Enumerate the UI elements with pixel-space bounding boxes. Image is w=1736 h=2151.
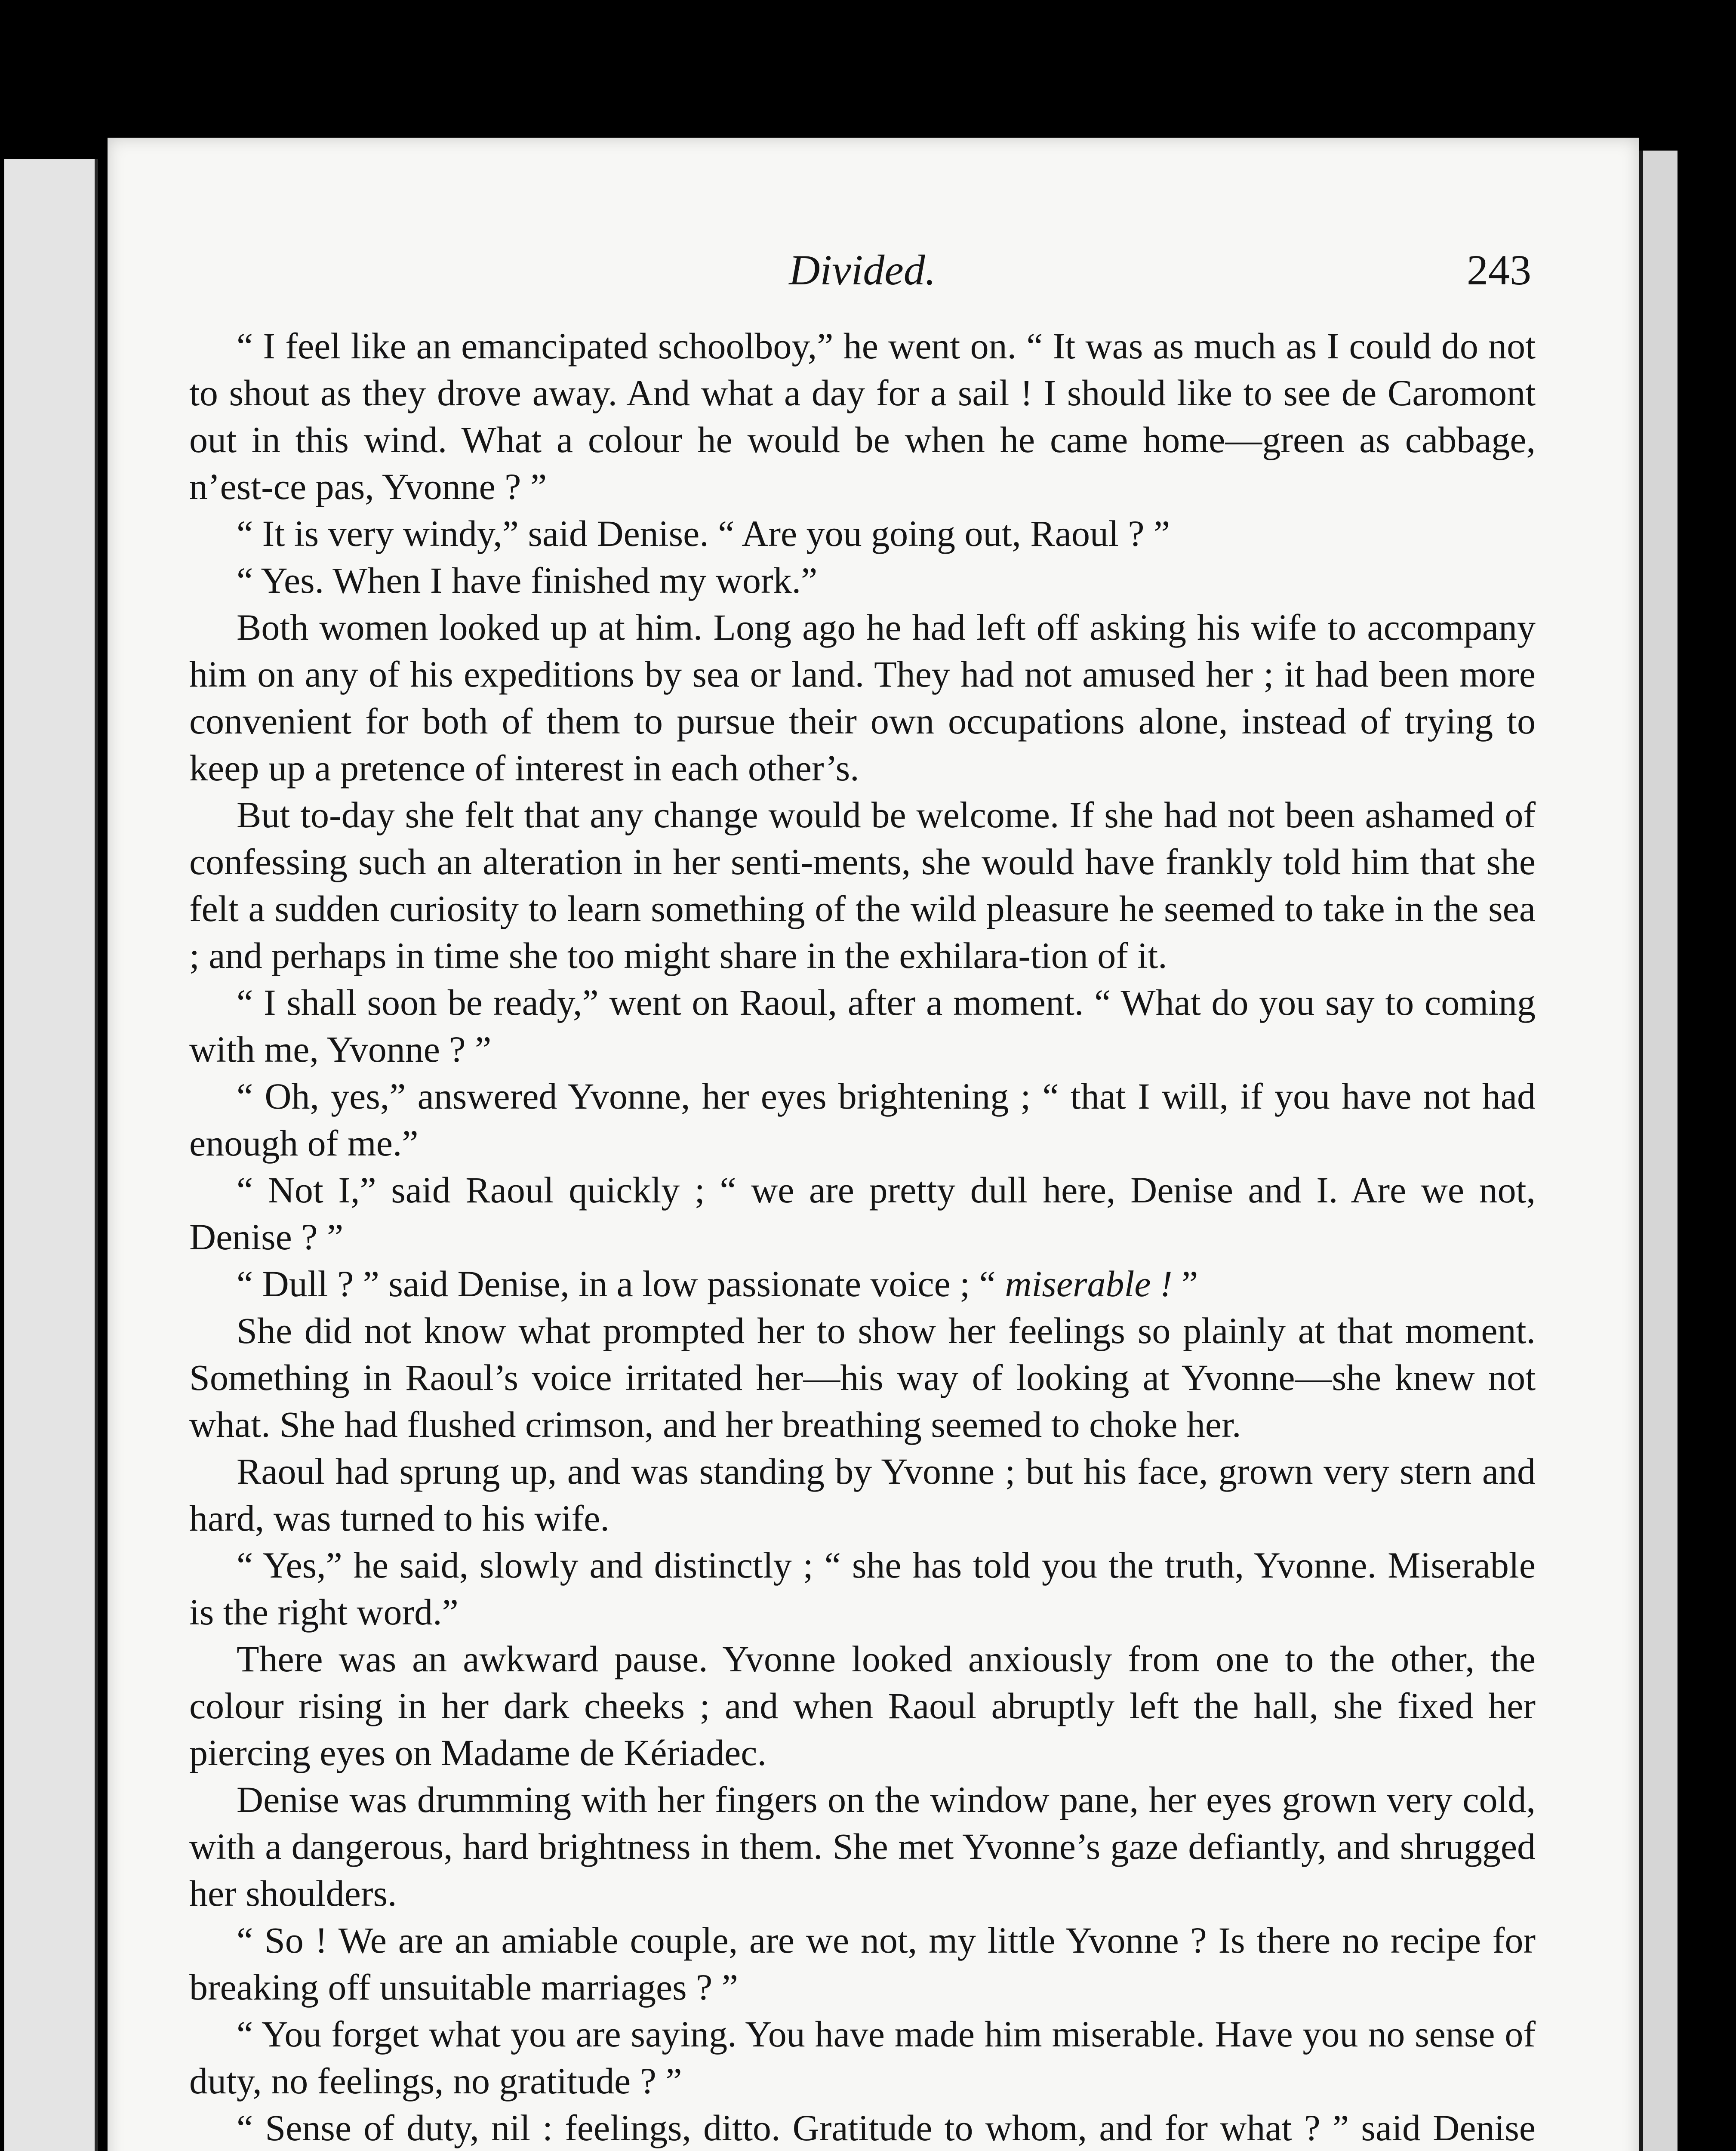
paragraph: Both women looked up at him. Long ago he had left off asking his wife to accompany him on any of his expeditions by sea or land. They had not amused her ; it had been more convenient for both of them to pursue their own occupations alone, instead of trying to keep up a pretence of interest in each other’s. xyxy=(189,607,1536,789)
running-title: Divided. xyxy=(789,246,936,294)
paragraph: “ It is very windy,” said Denise. “ Are you going out, Raoul ? ” xyxy=(237,513,1170,554)
paragraph: “ Yes. When I have finished my work.” xyxy=(237,560,818,601)
facing-page-edge xyxy=(4,159,98,2151)
paragraph: She did not know what prompted her to show her feelings so plainly at that moment. Something in Raoul’s voice irritated her—his way of looking at Yvonne—she knew not what. She had flushed crimson, and her breathing seemed to choke her. xyxy=(189,1310,1536,1445)
paragraph: Raoul had sprung up, and was standing by Yvonne ; but his face, grown very stern and hard, was turned to his wife. xyxy=(189,1451,1536,1539)
paragraph: Denise was drumming with her fingers on the window pane, her eyes grown very cold, with a dangerous, hard brightness in them. She met Yvonne’s gaze defiantly, and shrugged her shoulders. xyxy=(189,1779,1536,1914)
page-stack-edge xyxy=(1639,151,1678,2151)
paragraph: “ Sense of duty, nil : feelings, ditto. Gratitude to whom, and for what ? ” said Denise xyxy=(237,2107,1536,2148)
page-number: 243 xyxy=(1467,246,1531,294)
paragraph: “ Yes,” he said, slowly and distinctly ; “ she has told you the truth, Yvonne. Miserable is the right word.” xyxy=(189,1544,1536,1633)
paragraph: “ So ! We are an amiable couple, are we not, my little Yvonne ? Is there no recipe for breaking off unsuitable marriages ? ” xyxy=(189,1920,1536,2008)
paragraph: But to-day she felt that any change would be welcome. If she had not been ashamed of confessing such an alteration in her senti-ments, she would have frankly told him that she felt a sudden curiosity to learn something of the wild pleasure he seemed to take in the sea ; and perhaps in time she too might share in the exhilara-tion of it. xyxy=(189,794,1536,976)
paragraph: “ Oh, yes,” answered Yvonne, her eyes brightening ; “ that I will, if you have not had enough of me.” xyxy=(189,1076,1536,1164)
paragraph: There was an awkward pause. Yvonne looked anxiously from one to the other, the colour rising in her dark cheeks ; and when Raoul abruptly left the hall, she fixed her piercing eyes on Madame de Kériadec. xyxy=(189,1638,1536,1773)
paragraph: “ You forget what you are saying. You have made him miserable. Have you no sense of duty, no feelings, no gratitude ? ” xyxy=(189,2013,1536,2102)
closing-quote: ” xyxy=(1172,1263,1198,1304)
dialogue-text: “ Dull ? ” said Denise, in a low passionate voice ; “ xyxy=(237,1263,996,1304)
paragraph xyxy=(189,1260,1536,1307)
paragraph: “ I shall soon be ready,” went on Raoul, after a moment. “ What do you say to coming with me, Yvonne ? ” xyxy=(189,982,1536,1070)
book-page xyxy=(108,138,1639,2151)
page-content xyxy=(189,245,1536,2151)
paragraph: “ I feel like an emancipated schoolboy,” he went on. “ It was as much as I could do not to shout as they drove away. And what a day for a sail ! I should like to see de Caromont out in this wind. What a colour he would be when he came home—green as cabbage, n’est-ce pas, Yvonne ? ” xyxy=(189,325,1536,507)
emphasis-miserable: miserable ! xyxy=(1005,1263,1173,1304)
running-head xyxy=(189,245,1536,323)
paragraph: “ Not I,” said Raoul quickly ; “ we are pretty dull here, Denise and I. Are we not, Denise ? ” xyxy=(189,1169,1536,1257)
